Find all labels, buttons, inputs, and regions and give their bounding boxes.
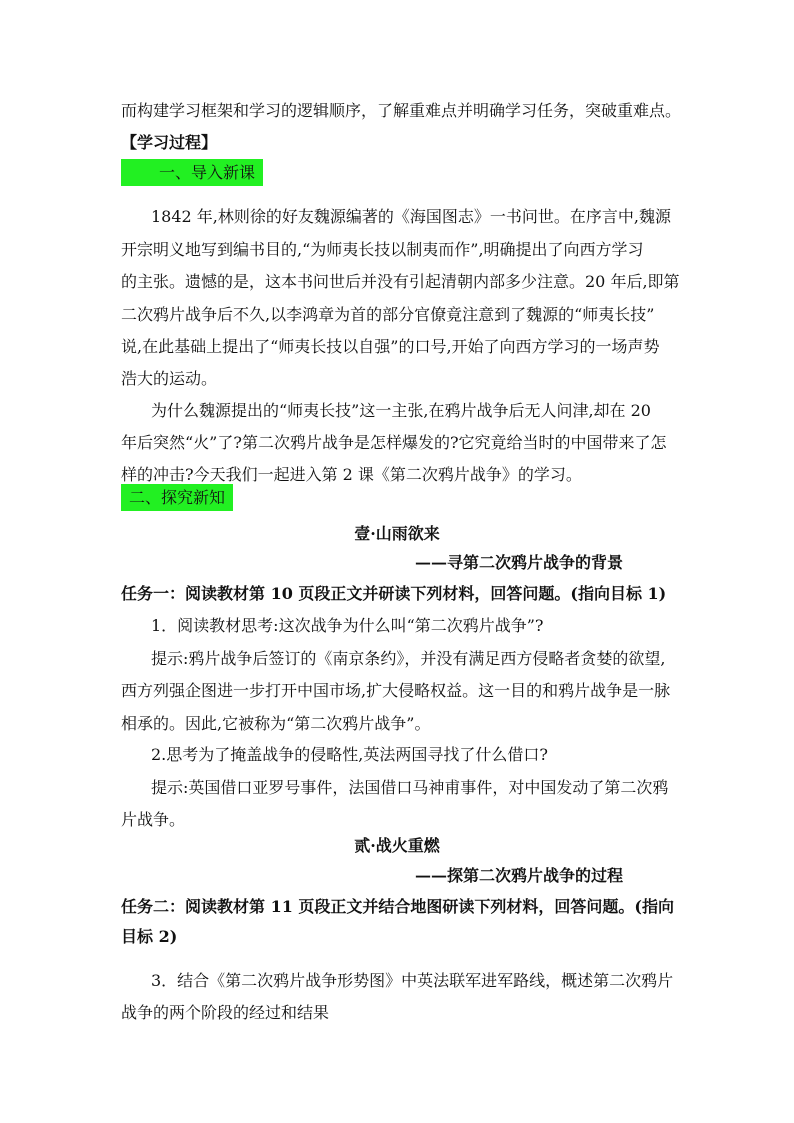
intro-para1-line6: 浩大的运动。 bbox=[121, 369, 218, 388]
section-label-learning-process: 【学习过程】 bbox=[121, 133, 218, 152]
task2-heading-line1: 任务二：阅读教材第 11 页段正文并结合地图研读下列材料，回答问题。(指向 bbox=[121, 897, 674, 916]
intro-para2-line2: 年后突然“火”了?第二次鸦片战争是怎样爆发的?它究竟给当时的中国带来了怎 bbox=[121, 433, 667, 452]
answer1-line2: 西方列强企图进一步打开中国市场,扩大侵略权益。这一目的和鸦片战争是一脉 bbox=[121, 681, 671, 700]
intro-para1-line5: 说,在此基础上提出了“师夷长技以自强”的口号,开始了向西方学习的一场声势 bbox=[121, 337, 660, 356]
section1-subtitle: ——寻第二次鸦片战争的背景 bbox=[415, 553, 624, 572]
intro-para1-line3: 的主张。遗憾的是，这本书问世后并没有引起清朝内部多少注意。20 年后,即第 bbox=[121, 272, 680, 291]
intro-para1-line4: 二次鸦片战争后不久,以李鸿章为首的部分官僚竟注意到了魏源的“师夷长技” bbox=[121, 305, 655, 324]
answer2-line2: 片战争。 bbox=[121, 810, 186, 829]
heading-part1-highlight: 一、导入新课 bbox=[121, 159, 263, 186]
heading-part2-wrapper bbox=[121, 488, 233, 508]
section2-subtitle: ——探第二次鸦片战争的过程 bbox=[415, 866, 624, 885]
task2-heading-line2: 目标 2) bbox=[121, 927, 178, 946]
intro-para1-line1: 1842 年,林则徐的好友魏源编著的《海国图志》一书问世。在序言中,魏源 bbox=[151, 207, 671, 226]
answer2-line1: 提示:英国借口亚罗号事件，法国借口马神甫事件，对中国发动了第二次鸦 bbox=[151, 778, 669, 797]
answer1-line1: 提示:鸦片战争后签订的《南京条约》，并没有满足西方侵略者贪婪的欲望, bbox=[151, 649, 666, 668]
text-line-intro-end: 而构建学习框架和学习的逻辑顺序，了解重难点并明确学习任务，突破重难点。 bbox=[121, 101, 682, 120]
intro-para2-line1: 为什么魏源提出的“师夷长技”这一主张,在鸦片战争后无人问津,却在 20 bbox=[151, 401, 651, 420]
section2-title: 贰·战火重燃 bbox=[354, 836, 440, 855]
task1-heading: 任务一：阅读教材第 10 页段正文并研读下列材料，回答问题。(指向目标 1) bbox=[121, 584, 667, 603]
intro-para2-line3: 样的冲击?今天我们一起进入第 2 课《第二次鸦片战争》的学习。 bbox=[121, 465, 582, 484]
intro-para1-line2: 开宗明义地写到编书目的,“为师夷长技以制夷而作”,明确提出了向西方学习 bbox=[121, 240, 644, 259]
question2: 2.思考为了掩盖战争的侵略性,英法两国寻找了什么借口? bbox=[151, 745, 548, 764]
answer1-line3: 相承的。因此,它被称为“第二次鸦片战争”。 bbox=[121, 714, 431, 733]
question1: 1．阅读教材思考:这次战争为什么叫“第二次鸦片战争”? bbox=[151, 616, 544, 635]
section1-title: 壹·山雨欲来 bbox=[354, 524, 440, 543]
heading-part2-highlight: 二、探究新知 bbox=[121, 484, 233, 511]
question3-line1: 3．结合《第二次鸦片战争形势图》中英法联军进军路线，概述第二次鸦片 bbox=[151, 971, 674, 990]
heading-part1-wrapper bbox=[121, 163, 263, 183]
question3-line2: 战争的两个阶段的经过和结果 bbox=[121, 1003, 330, 1022]
